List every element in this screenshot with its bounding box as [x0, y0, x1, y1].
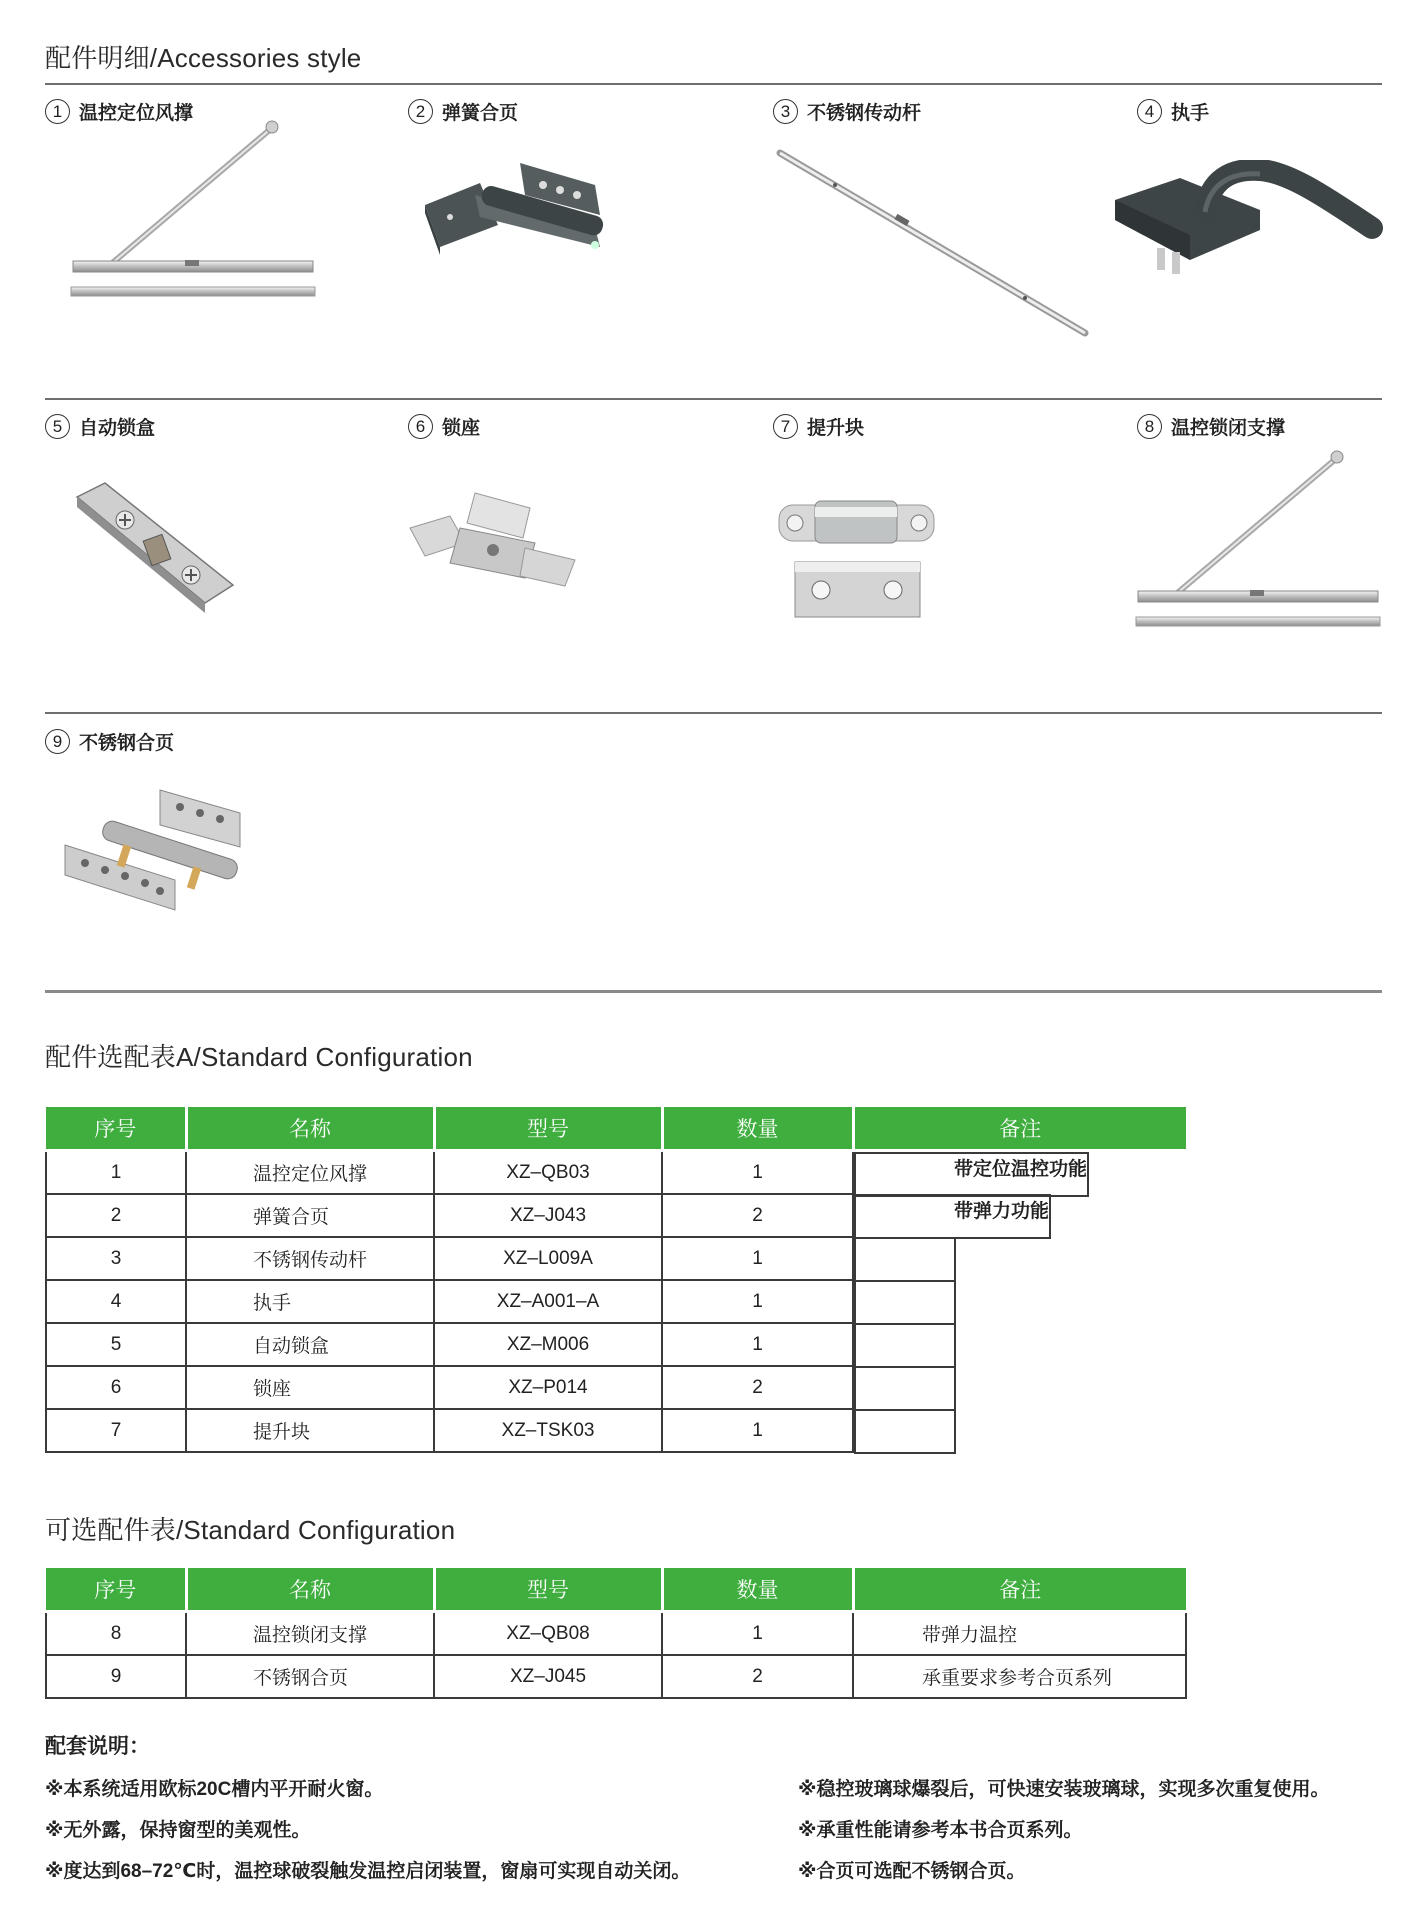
cell-remark [854, 1280, 956, 1325]
column-header: 备注 [853, 1107, 1186, 1151]
cell-name: 提升块 [186, 1409, 434, 1452]
accessory-label-5 [45, 413, 155, 440]
cell-index: 5 [46, 1323, 186, 1366]
cell-name: 不锈钢合页 [186, 1655, 434, 1698]
cell-index: 1 [46, 1151, 186, 1195]
handle-icon [1110, 160, 1385, 310]
divider [45, 398, 1382, 400]
cell-model: XZ–J045 [434, 1655, 662, 1698]
cell-index: 7 [46, 1409, 186, 1452]
table-a-title: 配件选配表A/Standard Configuration [45, 1042, 473, 1072]
cell-remark: 带弹力温控 [853, 1612, 1186, 1656]
cell-quantity: 1 [662, 1409, 853, 1452]
accessory-label-8 [1137, 413, 1285, 440]
accessory-name: 自动锁盒 [79, 418, 156, 439]
accessory-name: 不锈钢传动杆 [807, 103, 922, 124]
item-number: 1 [45, 99, 70, 124]
cell-model: XZ–M006 [434, 1323, 662, 1366]
stainless-hinge-icon [60, 785, 260, 915]
section-title: 配件明细/Accessories style [45, 43, 362, 73]
cell-quantity: 1 [662, 1323, 853, 1366]
lock-box-icon [65, 475, 245, 625]
accessory-name: 提升块 [807, 418, 865, 439]
item-number: 4 [1137, 99, 1162, 124]
cell-quantity: 2 [662, 1194, 853, 1237]
cell-model: XZ–A001–A [434, 1280, 662, 1323]
cell-remark [854, 1366, 956, 1411]
note-right-2: ※承重性能请参考本书合页系列。 [798, 1820, 1083, 1841]
cell-model: XZ–J043 [434, 1194, 662, 1237]
cell-quantity: 1 [662, 1280, 853, 1323]
divider [45, 990, 1382, 993]
cell-remark: 带弹力功能 [854, 1194, 1051, 1239]
accessory-label-9 [45, 728, 174, 755]
notes-title: 配套说明： [45, 1735, 150, 1758]
accessory-name: 锁座 [442, 418, 481, 439]
item-number: 2 [408, 99, 433, 124]
item-number: 3 [773, 99, 798, 124]
spring-hinge-icon [420, 155, 620, 275]
column-header: 名称 [186, 1107, 434, 1151]
table-row [46, 1237, 1186, 1280]
column-header: 数量 [662, 1568, 853, 1612]
divider [45, 712, 1382, 714]
item-number: 5 [45, 414, 70, 439]
column-header: 名称 [186, 1568, 434, 1612]
cell-remark: 承重要求参考合页系列 [853, 1655, 1186, 1698]
cell-index: 8 [46, 1612, 186, 1656]
table-row [46, 1280, 1186, 1323]
note-left-3: ※度达到68–72℃时，温控球破裂触发温控启闭装置，窗扇可实现自动关闭。 [45, 1861, 691, 1882]
accessory-name: 温控定位风撑 [79, 103, 194, 124]
cell-quantity: 1 [662, 1612, 853, 1656]
cell-index: 3 [46, 1237, 186, 1280]
column-header: 型号 [434, 1568, 662, 1612]
transmission-rod-icon [775, 145, 1095, 345]
item-number: 6 [408, 414, 433, 439]
table-row [46, 1409, 1186, 1452]
cell-remark: 带定位温控功能 [854, 1152, 1089, 1197]
cell-quantity: 2 [662, 1366, 853, 1409]
divider [45, 83, 1382, 85]
cell-remark [854, 1409, 956, 1454]
cell-remark [854, 1323, 956, 1368]
accessory-label-4 [1137, 98, 1209, 125]
cell-model: XZ–L009A [434, 1237, 662, 1280]
cell-model: XZ–TSK03 [434, 1409, 662, 1452]
column-header: 序号 [46, 1568, 186, 1612]
cell-remark [854, 1237, 956, 1282]
cell-quantity: 1 [662, 1151, 853, 1195]
column-header: 序号 [46, 1107, 186, 1151]
configuration-table-a [45, 1107, 1186, 1453]
cell-name: 温控定位风撑 [186, 1151, 434, 1195]
column-header: 数量 [662, 1107, 853, 1151]
note-left-2: ※无外露，保持窗型的美观性。 [45, 1820, 311, 1841]
cell-index: 9 [46, 1655, 186, 1698]
cell-model: XZ–P014 [434, 1366, 662, 1409]
cell-model: XZ–QB03 [434, 1151, 662, 1195]
cell-quantity: 2 [662, 1655, 853, 1698]
item-number: 8 [1137, 414, 1162, 439]
table-row [46, 1366, 1186, 1409]
note-right-1: ※稳控玻璃球爆裂后，可快速安装玻璃球，实现多次重复使用。 [798, 1779, 1330, 1800]
note-right-3: ※合页可选配不锈钢合页。 [798, 1861, 1026, 1882]
accessory-name: 执手 [1171, 103, 1210, 124]
cell-name: 自动锁盒 [186, 1323, 434, 1366]
table-row [46, 1151, 1186, 1195]
cell-name: 温控锁闭支撑 [186, 1612, 434, 1656]
column-header: 型号 [434, 1107, 662, 1151]
note-left-1: ※本系统适用欧标20C槽内平开耐火窗。 [45, 1779, 384, 1800]
item-number: 7 [773, 414, 798, 439]
accessory-name: 不锈钢合页 [79, 733, 175, 754]
cell-index: 6 [46, 1366, 186, 1409]
cell-name: 执手 [186, 1280, 434, 1323]
cell-model: XZ–QB08 [434, 1612, 662, 1656]
lift-block-icon [775, 495, 945, 625]
table-row [46, 1194, 1186, 1237]
accessory-label-3 [773, 98, 921, 125]
accessory-label-6 [408, 413, 480, 440]
table-b-title: 可选配件表/Standard Configuration [45, 1515, 456, 1545]
cell-index: 4 [46, 1280, 186, 1323]
cell-name: 弹簧合页 [186, 1194, 434, 1237]
table-row [46, 1323, 1186, 1366]
table-row [46, 1612, 1186, 1656]
accessory-name: 温控锁闭支撑 [1171, 418, 1286, 439]
lock-seat-icon [405, 488, 585, 598]
stay-arm-icon [65, 115, 325, 305]
cell-name: 不锈钢传动杆 [186, 1237, 434, 1280]
accessory-label-2 [408, 98, 518, 125]
cell-name: 锁座 [186, 1366, 434, 1409]
configuration-table-b [45, 1568, 1187, 1699]
locking-stay-icon [1130, 445, 1390, 630]
table-row [46, 1655, 1186, 1698]
column-header: 备注 [853, 1568, 1186, 1612]
cell-index: 2 [46, 1194, 186, 1237]
item-number: 9 [45, 729, 70, 754]
accessory-label-7 [773, 413, 864, 440]
cell-quantity: 1 [662, 1237, 853, 1280]
accessory-name: 弹簧合页 [442, 103, 519, 124]
